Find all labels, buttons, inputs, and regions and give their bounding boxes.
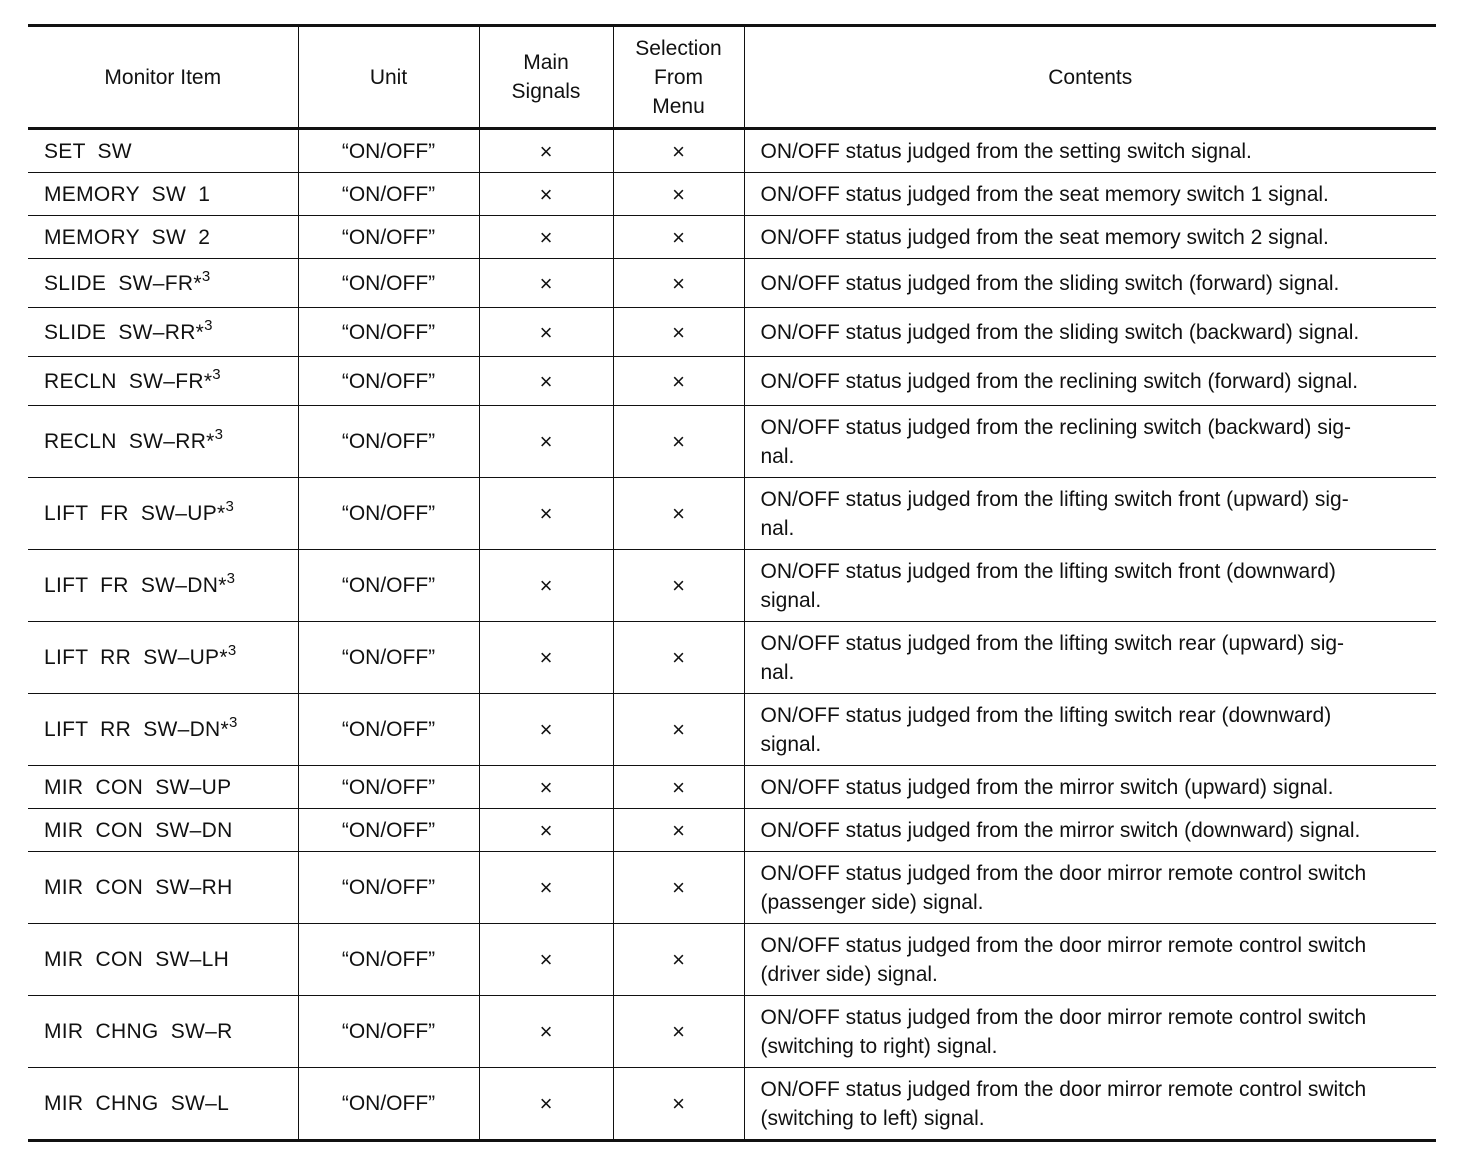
unit-cell: “ON/OFF”: [298, 996, 479, 1068]
monitor-item-cell: MIR CHNG SW–L: [28, 1068, 298, 1141]
table-row: [28, 308, 1436, 357]
unit-cell: “ON/OFF”: [298, 406, 479, 478]
selection-mark: ×: [613, 308, 744, 357]
table-row: [28, 924, 1436, 996]
monitor-item-cell: MIR CON SW–DN: [28, 809, 298, 852]
contents-cell: ON/OFF status judged from the mirror switch (downward) signal.: [744, 809, 1436, 852]
main-signals-mark: ×: [479, 259, 613, 308]
unit-cell: “ON/OFF”: [298, 129, 479, 173]
unit-cell: “ON/OFF”: [298, 924, 479, 996]
selection-mark: ×: [613, 216, 744, 259]
selection-mark: ×: [613, 478, 744, 550]
monitor-item-cell: MIR CON SW–LH: [28, 924, 298, 996]
monitor-item-cell: RECLN SW–FR*$^3$: [28, 357, 298, 406]
contents-cell: ON/OFF status judged from the seat memory switch 2 signal.: [744, 216, 1436, 259]
main-signals-mark: ×: [479, 406, 613, 478]
header-main-signals: Main Signals: [479, 26, 613, 129]
contents-cell: ON/OFF status judged from the lifting switch rear (downward) signal.: [744, 694, 1436, 766]
unit-cell: “ON/OFF”: [298, 173, 479, 216]
contents-cell: ON/OFF status judged from the lifting switch front (downward) signal.: [744, 550, 1436, 622]
main-signals-mark: ×: [479, 173, 613, 216]
contents-cell: ON/OFF status judged from the door mirror remote control switch (passenger side) signal.: [744, 852, 1436, 924]
contents-cell: ON/OFF status judged from the door mirror remote control switch (driver side) signal.: [744, 924, 1436, 996]
unit-cell: “ON/OFF”: [298, 1068, 479, 1141]
selection-mark: ×: [613, 996, 744, 1068]
contents-cell: ON/OFF status judged from the reclining switch (forward) signal.: [744, 357, 1436, 406]
monitor-item-cell: SLIDE SW–RR*$^3$: [28, 308, 298, 357]
table-row: [28, 622, 1436, 694]
contents-cell: ON/OFF status judged from the door mirror remote control switch (switching to left) signal.: [744, 1068, 1436, 1141]
selection-mark: ×: [613, 1068, 744, 1141]
main-signals-mark: ×: [479, 478, 613, 550]
selection-mark: ×: [613, 129, 744, 173]
monitor-item-table: [28, 24, 1436, 1142]
monitor-item-cell: SLIDE SW–FR*$^3$: [28, 259, 298, 308]
selection-mark: ×: [613, 809, 744, 852]
selection-mark: ×: [613, 852, 744, 924]
monitor-item-cell: MIR CON SW–UP: [28, 766, 298, 809]
unit-cell: “ON/OFF”: [298, 852, 479, 924]
unit-cell: “ON/OFF”: [298, 550, 479, 622]
selection-mark: ×: [613, 406, 744, 478]
table-row: [28, 406, 1436, 478]
table-row: [28, 809, 1436, 852]
table-row: [28, 357, 1436, 406]
contents-cell: ON/OFF status judged from the reclining switch (backward) sig- nal.: [744, 406, 1436, 478]
unit-cell: “ON/OFF”: [298, 478, 479, 550]
main-signals-mark: ×: [479, 216, 613, 259]
unit-cell: “ON/OFF”: [298, 766, 479, 809]
header-contents: Contents: [744, 26, 1436, 129]
main-signals-mark: ×: [479, 852, 613, 924]
selection-mark: ×: [613, 766, 744, 809]
selection-mark: ×: [613, 622, 744, 694]
selection-mark: ×: [613, 694, 744, 766]
contents-cell: ON/OFF status judged from the door mirror remote control switch (switching to right) signal.: [744, 996, 1436, 1068]
table-row: [28, 996, 1436, 1068]
main-signals-mark: ×: [479, 622, 613, 694]
header-selection-from-menu: Selection From Menu: [613, 26, 744, 129]
main-signals-mark: ×: [479, 694, 613, 766]
contents-cell: ON/OFF status judged from the setting switch signal.: [744, 129, 1436, 173]
monitor-item-cell: LIFT RR SW–UP*$^3$: [28, 622, 298, 694]
monitor-item-cell: MEMORY SW 2: [28, 216, 298, 259]
main-signals-mark: ×: [479, 550, 613, 622]
unit-cell: “ON/OFF”: [298, 622, 479, 694]
main-signals-mark: ×: [479, 357, 613, 406]
monitor-item-cell: MIR CHNG SW–R: [28, 996, 298, 1068]
unit-cell: “ON/OFF”: [298, 308, 479, 357]
monitor-item-cell: SET SW: [28, 129, 298, 173]
monitor-item-cell: MIR CON SW–RH: [28, 852, 298, 924]
contents-cell: ON/OFF status judged from the mirror switch (upward) signal.: [744, 766, 1436, 809]
unit-cell: “ON/OFF”: [298, 216, 479, 259]
table-row: [28, 259, 1436, 308]
unit-cell: “ON/OFF”: [298, 259, 479, 308]
unit-cell: “ON/OFF”: [298, 357, 479, 406]
selection-mark: ×: [613, 173, 744, 216]
unit-cell: “ON/OFF”: [298, 694, 479, 766]
contents-cell: ON/OFF status judged from the lifting switch front (upward) sig- nal.: [744, 478, 1436, 550]
table-row: [28, 173, 1436, 216]
table-row: [28, 1068, 1436, 1141]
table-header-row: [28, 26, 1436, 129]
main-signals-mark: ×: [479, 766, 613, 809]
table-row: [28, 766, 1436, 809]
main-signals-mark: ×: [479, 129, 613, 173]
header-monitor-item: Monitor Item: [28, 26, 298, 129]
table-row: [28, 216, 1436, 259]
monitor-item-cell: MEMORY SW 1: [28, 173, 298, 216]
table-row: [28, 478, 1436, 550]
contents-cell: ON/OFF status judged from the sliding switch (backward) signal.: [744, 308, 1436, 357]
table-row: [28, 694, 1436, 766]
contents-cell: ON/OFF status judged from the lifting switch rear (upward) sig- nal.: [744, 622, 1436, 694]
contents-cell: ON/OFF status judged from the seat memory switch 1 signal.: [744, 173, 1436, 216]
main-signals-mark: ×: [479, 1068, 613, 1141]
selection-mark: ×: [613, 259, 744, 308]
main-signals-mark: ×: [479, 924, 613, 996]
table-row: [28, 852, 1436, 924]
main-signals-mark: ×: [479, 809, 613, 852]
selection-mark: ×: [613, 550, 744, 622]
contents-cell: ON/OFF status judged from the sliding switch (forward) signal.: [744, 259, 1436, 308]
monitor-item-cell: RECLN SW–RR*$^3$: [28, 406, 298, 478]
table-row: [28, 550, 1436, 622]
header-unit: Unit: [298, 26, 479, 129]
unit-cell: “ON/OFF”: [298, 809, 479, 852]
monitor-item-cell: LIFT FR SW–DN*$^3$: [28, 550, 298, 622]
selection-mark: ×: [613, 357, 744, 406]
monitor-item-cell: LIFT RR SW–DN*$^3$: [28, 694, 298, 766]
main-signals-mark: ×: [479, 308, 613, 357]
monitor-item-cell: LIFT FR SW–UP*$^3$: [28, 478, 298, 550]
table-row: [28, 129, 1436, 173]
main-signals-mark: ×: [479, 996, 613, 1068]
selection-mark: ×: [613, 924, 744, 996]
